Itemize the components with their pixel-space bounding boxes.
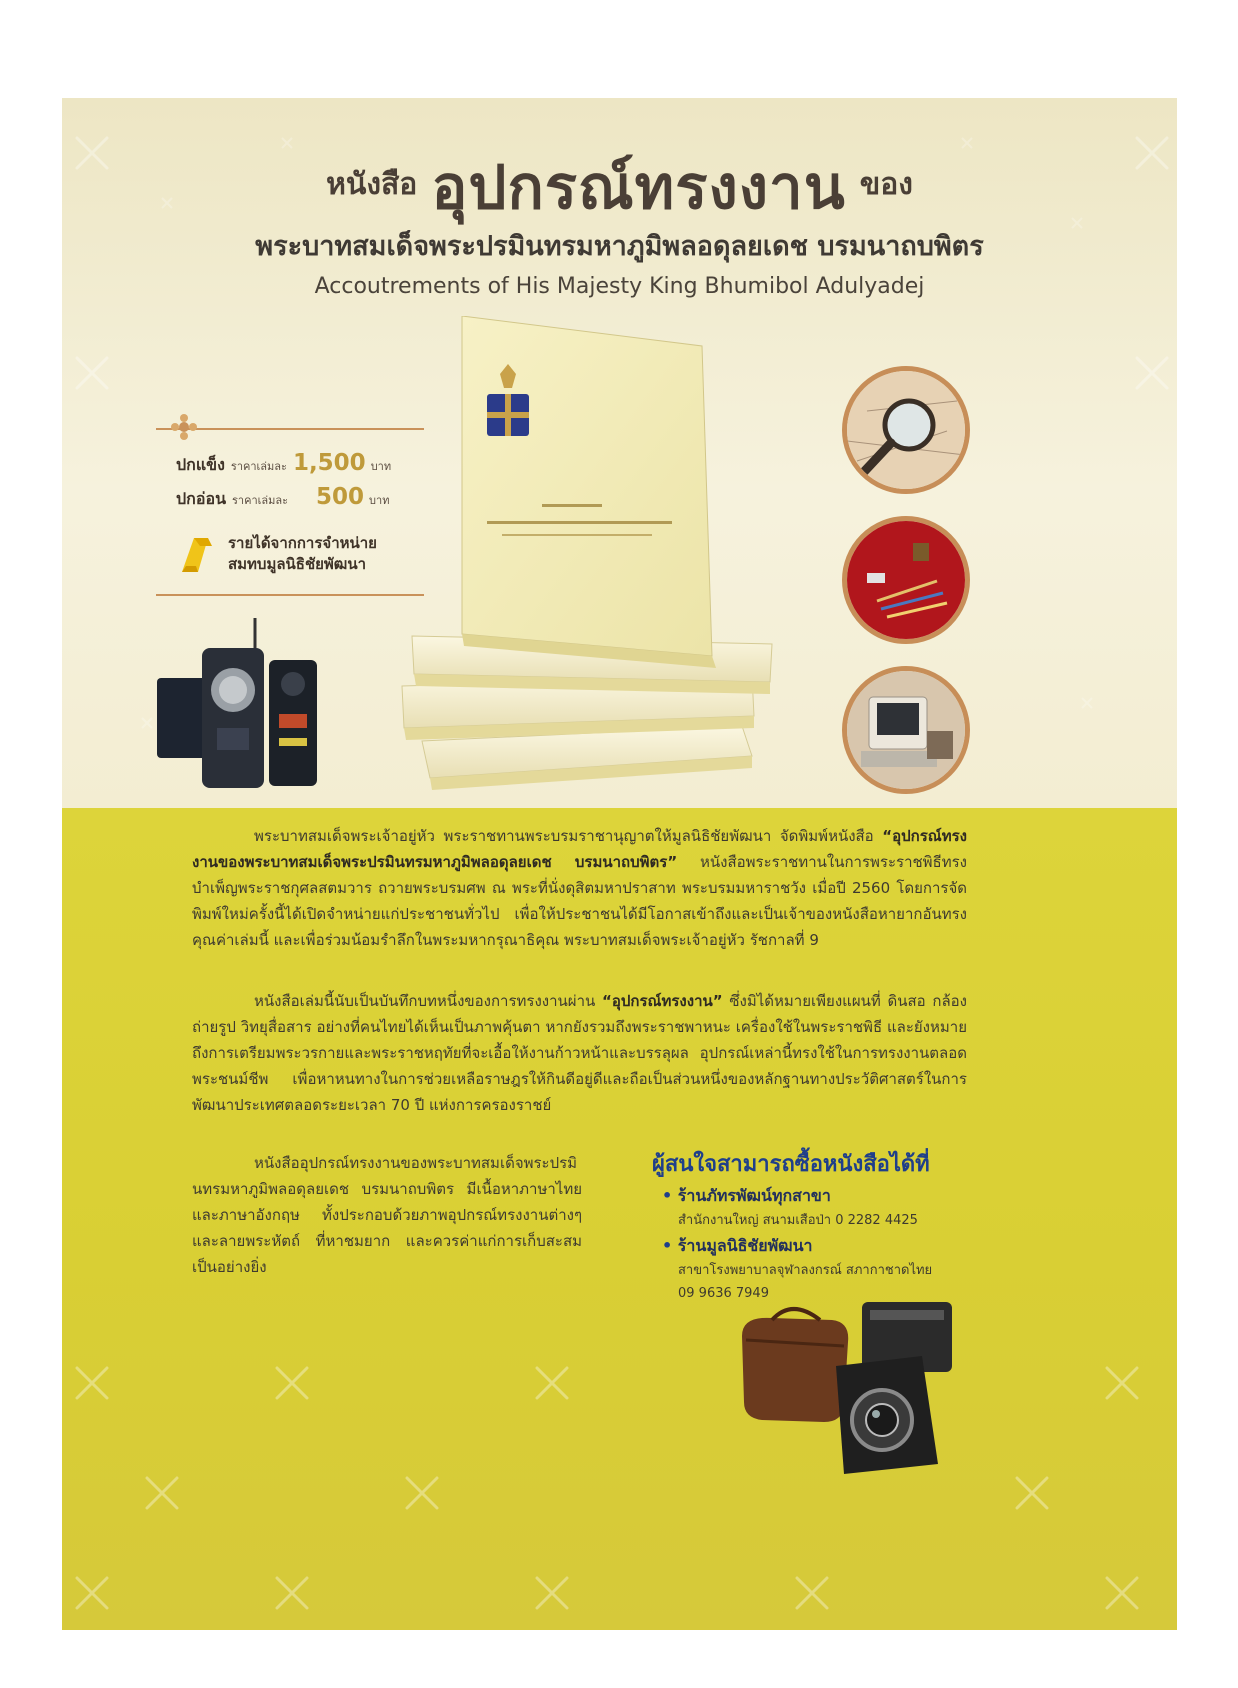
hardcover-price: [176, 450, 391, 478]
paragraph-2-intro: หนังสือเล่มนี้นับเป็นบันทึกบทหนึ่งของการทรงงานผ่าน: [254, 992, 603, 1010]
paragraph-3-text: หนังสืออุปกรณ์ทรงงานของพระบาทสมเด็จพระปรมินทรมหาภูมิพลอดุลยเดช บรมนาถบพิตร มีเนื้อหาภาษาไทยและภาษาอังกฤษ ทั้งประกอบด้วยภาพอุปกรณ์ทรงงานต่างๆ และลายพระหัตถ์ ที่หาชมยาก และควรค่าแก่การเก็บสะสมเป็นอย่างยิ่ง: [192, 1154, 582, 1276]
hardcover-sub: ราคาเล่มละ: [230, 460, 287, 473]
softcover-unit: บาท: [369, 494, 390, 507]
shop-phone: 09 9636 7949: [678, 1286, 769, 1301]
paragraph-1-book-title: “อุปกรณ์ทรงงานของพระบาทสมเด็จพระปรมินทรมหาภูมิพลอดุลยเดช บรมนาถบพิตร”: [192, 827, 967, 871]
softcover-sub: ราคาเล่มละ: [232, 494, 289, 507]
shop-name: • ร้านมูลนิธิชัยพัฒนา: [662, 1234, 932, 1259]
proceeds-line-2: สมทบมูลนิธิชัยพัฒนา: [228, 555, 367, 573]
paragraph-1: [192, 823, 967, 953]
title-main: อุปกรณ์ทรงงาน: [431, 153, 846, 223]
shop-name: • ร้านภัทรพัฒน์ทุกสาขา: [662, 1184, 918, 1209]
shop-item: [662, 1184, 918, 1232]
softcover-price: [176, 484, 389, 512]
magnifier-photo: [842, 366, 970, 494]
hardcover-amount: 1,500: [292, 450, 366, 476]
paragraph-1-intro: พระบาทสมเด็จพระเจ้าอยู่หัว พระราชทานพระบรมราชานุญาตให้มูลนิธิชัยพัฒนา จัดพิมพ์หนังสือ: [254, 827, 874, 845]
proceeds-line-1: รายได้จากการจำหน่าย: [228, 534, 377, 552]
paragraph-2-rest: ซึ่งมิได้หมายเพียงแผนที่ ดินสอ กล้องถ่ายรูป วิทยุสื่อสาร อย่างที่คนไทยได้เห็นเป็นภาพคุ้นตา หากยังรวมถึงพระราชพาหนะ เครื่องใช้ในพระราชพิธี และยังหมายถึงการเตรียมพระวรกายและพระราชหฤทัยที่จะเอื้อให้งานก้าวหน้าและบรรลุผล อุปกรณ์เหล่านี้ทรงใช้ในการทรงงานตลอดพระชนม์ชีพ เพื่อหาหนทางในการช่วยเหลือราษฎรให้กินดีอยู่ดีและถือเป็นส่วนหนึ่งของหลักฐานทางประวัติศาสตร์ในการพัฒนาประเทศตลอดระยะเวลา 70 ปี แห่งการครองราชย์: [192, 992, 968, 1114]
hardcover-unit: บาท: [370, 460, 392, 473]
hardcover-label: ปกแข็ง: [176, 455, 225, 474]
shop-address: สาขาโรงพยาบาลจุฬาลงกรณ์ สภากาชาดไทย: [678, 1263, 933, 1278]
poster: [62, 98, 1177, 1630]
subtitle-english: Accoutrements of His Majesty King Bhumibol Adulyadej: [314, 274, 925, 299]
paragraph-2-highlight: “อุปกรณ์ทรงงาน”: [602, 992, 723, 1010]
proceeds-note: [228, 533, 418, 575]
page-title: [62, 140, 1177, 235]
purchase-title: ผู้สนใจสามารถซื้อหนังสือได้ที่: [652, 1152, 930, 1177]
paragraph-1-rest: หนังสือพระราชทานในการพระราชพิธีทรงบำเพ็ญพระราชกุศลสตมวาร ถวายพระบรมศพ ณ พระที่นั่งดุสิตมหาปราสาท พระบรมมหาราชวัง เมื่อปี 2560 โดยการจัดพิมพ์ใหม่ครั้งนี้ได้เปิดจำหน่ายแก่ประชาชนทั่วไป เพื่อให้ประชาชนได้มีโอกาสเข้าถึงและเป็นเจ้าของหนังสือหายากอันทรงคุณค่าเล่มนี้ และเพื่อร่วมน้อมรำลึกในพระมหากรุณาธิคุณ พระบาทสมเด็จพระเจ้าอยู่หัว รัชกาลที่ 9: [192, 853, 967, 949]
ribbon-icon: [178, 532, 216, 574]
shop-address: สำนักงานใหญ่ สนามเสือป่า 0 2282 4425: [678, 1213, 918, 1228]
shop-item: [662, 1234, 932, 1305]
book-stack-image: [392, 316, 792, 806]
radio-image: [157, 618, 332, 793]
pencils-photo: [842, 516, 970, 644]
computer-photo: [842, 666, 970, 794]
divider: [156, 594, 424, 596]
ornament-icon: [170, 413, 198, 441]
title-suffix: ของ: [859, 167, 913, 202]
camera-bag-image: [732, 1296, 962, 1486]
title-prefix: หนังสือ: [326, 167, 418, 202]
paragraph-2: [192, 988, 967, 1118]
subtitle-thai: พระบาทสมเด็จพระปรมินทรมหาภูมิพลอดุลยเดช บรมนาถบพิตร: [255, 231, 984, 262]
softcover-amount: 500: [316, 484, 365, 510]
price-box: [156, 428, 424, 596]
paragraph-3: [192, 1150, 582, 1280]
softcover-label: ปกอ่อน: [176, 489, 226, 508]
